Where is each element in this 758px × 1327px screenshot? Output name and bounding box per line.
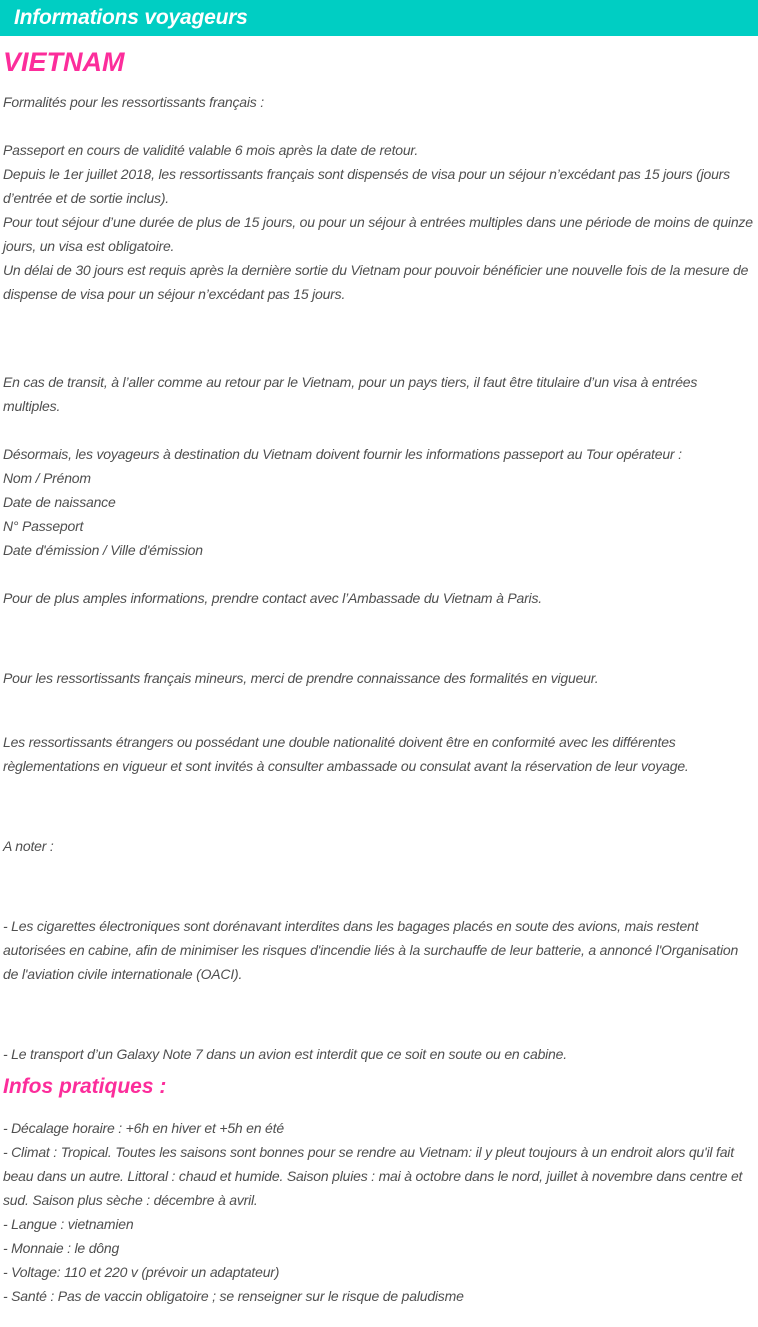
spacer: [3, 778, 755, 834]
infos-pratiques-heading: Infos pratiques :: [3, 1075, 167, 1098]
para-galaxy-note-7: - Le transport d’un Galaxy Note 7 dans un avion est interdit que ce soit en soute ou en cabine.: [3, 1046, 567, 1062]
country-heading: VIETNAM: [3, 47, 125, 77]
info-monnaie: - Monnaie : le dông: [3, 1240, 120, 1256]
info-sante: - Santé : Pas de vaccin obligatoire ; se renseigner sur le risque de paludisme: [3, 1288, 464, 1304]
para-date-emission: Date d'émission / Ville d'émission: [3, 542, 203, 558]
para-infos-passeport-tour-operateur: Désormais, les voyageurs à destination du Vietnam doivent fournir les informations passeport au Tour opérateur :: [3, 446, 682, 462]
para-cigarettes-electroniques: - Les cigarettes électroniques sont dorénavant interdites dans les bagages placés en soute des avions, mais restent autorisées en cabine, afin de minimiser les risques d'incendie liés à la surchauffe de leur batterie, a annoncé l'Organisation de l'aviation civile internationale (OACI).: [3, 918, 739, 982]
spacer: [3, 610, 755, 666]
para-visa-long-sejour: Pour tout séjour d’une durée de plus de 15 jours, ou pour un séjour à entrées multiples dans une période de moins de quinze jours, un visa est obligatoire.: [3, 214, 753, 254]
para-num-passeport: N° Passeport: [3, 518, 84, 534]
info-decalage-horaire: - Décalage horaire : +6h en hiver et +5h en été: [3, 1120, 284, 1136]
spacer: [3, 858, 755, 914]
spacer: [3, 114, 755, 138]
page-section-title: Informations voyageurs: [14, 6, 248, 29]
para-transit: En cas de transit, à l’aller comme au retour par le Vietnam, pour un pays tiers, il faut être titulaire d’un visa à entrées multiples.: [3, 374, 698, 414]
main-content: [0, 46, 758, 1308]
spacer: [3, 562, 755, 586]
para-a-noter: A noter :: [3, 838, 54, 854]
info-voltage: - Voltage: 110 et 220 v (prévoir un adaptateur): [3, 1264, 280, 1280]
para-nom-prenom: Nom / Prénom: [3, 470, 91, 486]
info-climat: - Climat : Tropical. Toutes les saisons sont bonnes pour se rendre au Vietnam: il y pleut toujours à un endroit alors qu'il fait beau dans un autre. Littoral : chaud et humide. Saison pluies : mai à octobre dans le nord, juillet à novembre dans centre et sud. Saison plus sèche : décembre à avril.: [3, 1144, 743, 1208]
spacer: [3, 418, 755, 442]
para-date-naissance: Date de naissance: [3, 494, 116, 510]
para-formalites: Formalités pour les ressortissants français :: [3, 94, 264, 110]
spacer: [3, 690, 755, 730]
para-ambassade: Pour de plus amples informations, prendre contact avec l’Ambassade du Vietnam à Paris.: [3, 590, 542, 606]
info-langue: - Langue : vietnamien: [3, 1216, 134, 1232]
para-delai-30-jours: Un délai de 30 jours est requis après la dernière sortie du Vietnam pour pouvoir bénéficier une nouvelle fois de la mesure de dispense de visa pour un séjour n’excédant pas 15 jours.: [3, 262, 749, 302]
spacer: [3, 986, 755, 1042]
para-visa-exemption: Depuis le 1er juillet 2018, les ressortissants français sont dispensés de visa pour un séjour n’excédant pas 15 jours (jours d’entrée et de sortie inclus).: [3, 166, 730, 206]
header-bar: [0, 0, 758, 36]
para-double-nationalite: Les ressortissants étrangers ou possédant une double nationalité doivent être en conformité avec les différentes règlementations en vigueur et sont invités à consulter ambassade ou consulat avant la réservation de leur voyage.: [3, 734, 689, 774]
para-mineurs: Pour les ressortissants français mineurs, merci de prendre connaissance des formalités en vigueur.: [3, 670, 599, 686]
para-passeport-validite: Passeport en cours de validité valable 6 mois après la date de retour.: [3, 142, 419, 158]
spacer: [3, 306, 755, 370]
